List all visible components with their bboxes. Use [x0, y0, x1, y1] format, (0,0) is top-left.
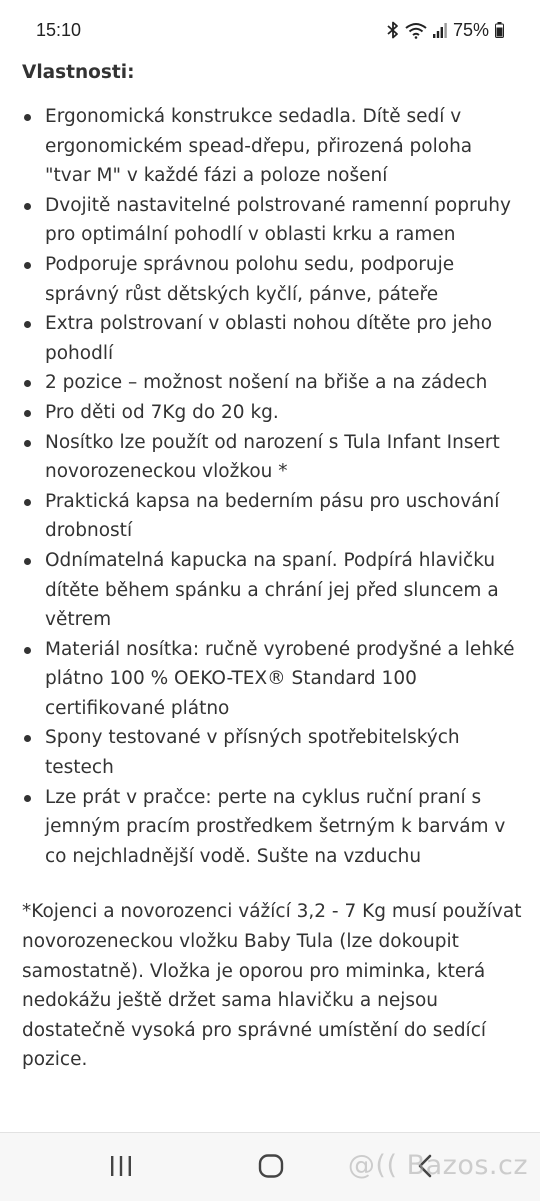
status-bar: [0, 0, 540, 60]
watermark-logo: @(( Bazos.cz: [347, 1150, 528, 1181]
list-item: Nosítko lze použít od narození s Tula Infant Insert novorozeneckou vložkou *: [22, 428, 522, 487]
list-item: 2 pozice – možnost nošení na břiše a na zádech: [22, 368, 522, 398]
wifi-icon: [405, 22, 427, 39]
list-item: Ergonomická konstrukce sedadla. Dítě sedí v ergonomickém spead-dřepu, přirozená poloha "tvar M" v každé fázi a poloze nošení: [22, 102, 522, 191]
status-icons: [387, 20, 504, 41]
section-heading: Vlastnosti:: [22, 62, 135, 83]
list-item: Praktická kapsa na bederním pásu pro uschování drobností: [22, 487, 522, 546]
home-button[interactable]: [256, 1155, 286, 1181]
home-icon: [258, 1154, 284, 1182]
footnote: *Kojenci a novorozenci vážící 3,2 - 7 Kg musí používat novorozeneckou vložku Baby Tula (lze dokoupit samostatně). Vložka je oporou pro miminka, která nedokážu ještě držet sama hlavičku a nejsou dostatečně vysoká pro správné umístění do sedící pozice.: [22, 901, 522, 1071]
list-item: Pro děti od 7Kg do 20 kg.: [22, 398, 522, 428]
bluetooth-icon: [387, 21, 399, 39]
list-item: Extra polstrovaní v oblasti nohou dítěte pro jeho pohodlí: [22, 309, 522, 368]
list-item: Dvojitě nastavitelné polstrované ramenní popruhy pro optimální pohodlí v oblasti krku a ramen: [22, 191, 522, 250]
list-item: Spony testované v přísných spotřebitelských testech: [22, 723, 522, 782]
signal-icon: [433, 22, 447, 38]
product-description: [22, 58, 522, 1075]
battery-icon: [495, 22, 504, 38]
recent-apps-icon: [109, 1155, 133, 1181]
list-item: Lze prát v pračce: perte na cyklus ruční praní s jemným pracím prostředkem šetrným k barvám v co nejchladnější vodě. Sušte na vzduchu: [22, 783, 522, 872]
list-item: Odnímatelná kapucka na spaní. Podpírá hlavičku dítěte během spánku a chrání jej před sluncem a větrem: [22, 546, 522, 635]
status-time: 15:10: [36, 19, 82, 40]
battery-percent: 75%: [452, 19, 489, 40]
list-item: Materiál nosítka: ručně vyrobené prodyšné a lehké plátno 100 % OEKO-TEX® Standard 100 certifikované plátno: [22, 635, 522, 724]
properties-list: [22, 102, 522, 871]
list-item: Podporuje správnou polohu sedu, podporuje správný růst dětských kyčlí, pánve, páteře: [22, 250, 522, 309]
recent-apps-button[interactable]: [106, 1155, 136, 1181]
